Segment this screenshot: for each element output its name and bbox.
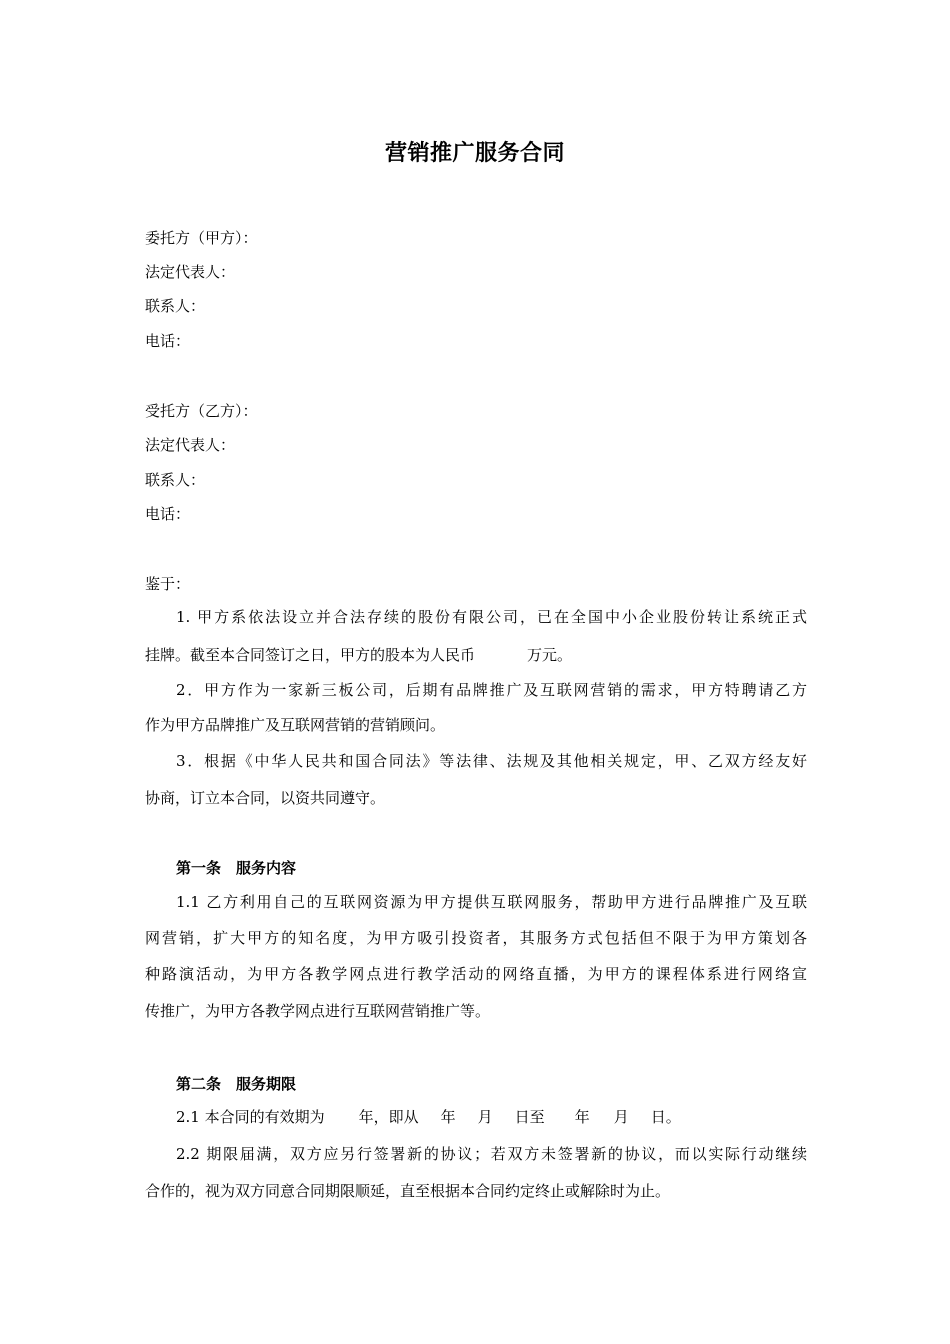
whereas-item-1-text-a: 挂牌。截至本合同签订之日，甲方的股本为人民币 — [145, 646, 476, 664]
whereas-item-1-line-2 — [145, 645, 807, 665]
term-text-h: 日。 — [650, 1108, 681, 1126]
party-b-name-label: 受托方（乙方）： — [145, 402, 258, 420]
whereas-item-3-line-1: 3．根据《中华人民共和国合同法》等法律、法规及其他相关规定，甲、乙双方经友好 — [176, 752, 807, 770]
whereas-item-3-line-2: 协商，订立本合同，以资共同遵守。 — [145, 789, 386, 807]
article-1-para-line-4: 传推广，为甲方各教学网点进行互联网营销推广等。 — [145, 1002, 491, 1020]
whereas-item-1-text-b: 万元。 — [527, 646, 573, 664]
party-b-contact-label: 联系人： — [145, 471, 206, 489]
article-1-para-line-1: 1.1 乙方利用自己的互联网资源为甲方提供互联网服务，帮助甲方进行品牌推广及互联 — [176, 893, 807, 911]
article-2-heading: 第二条 服务期限 — [176, 1075, 297, 1093]
article-2-para-2-line-1: 2.2 期限届满，双方应另行签署新的协议；若双方未签署新的协议，而以实际行动继续 — [176, 1145, 807, 1163]
whereas-heading: 鉴于： — [145, 575, 191, 593]
party-b-representative-label: 法定代表人： — [145, 436, 236, 454]
article-2-para-2-line-2: 合作的，视为双方同意合同期限顺延，直至根据本合同约定终止或解除时为止。 — [145, 1182, 671, 1200]
term-text-f: 年 — [574, 1108, 590, 1126]
term-text-d: 月 — [477, 1108, 493, 1126]
term-text-g: 月 — [613, 1108, 629, 1126]
whereas-item-1-line-1: 1. 甲方系依法设立并合法存续的股份有限公司，已在全国中小企业股份转让系统正式 — [176, 608, 807, 626]
term-text-e: 日至 — [514, 1108, 545, 1126]
term-text-c: 年 — [440, 1108, 456, 1126]
party-a-representative-label: 法定代表人： — [145, 263, 236, 281]
term-text-a: 2.1 本合同的有效期为 — [176, 1108, 325, 1126]
article-1-para-line-2: 网营销，扩大甲方的知名度，为甲方吸引投资者，其服务方式包括但不限于为甲方策划各 — [145, 929, 807, 947]
document-title: 营销推广服务合同 — [384, 141, 565, 166]
party-a-phone-label: 电话： — [145, 332, 191, 350]
whereas-item-2-line-1: 2．甲方作为一家新三板公司，后期有品牌推广及互联网营销的需求，甲方特聘请乙方 — [176, 681, 807, 699]
article-1-heading: 第一条 服务内容 — [176, 859, 297, 877]
article-2-para-1 — [176, 1107, 807, 1127]
article-1-para-line-3: 种路演活动，为甲方各教学网点进行教学活动的网络直播，为甲方的课程体系进行网络宣 — [145, 965, 807, 983]
party-a-contact-label: 联系人： — [145, 297, 206, 315]
term-text-b: 年，即从 — [358, 1108, 419, 1126]
party-a-name-label: 委托方（甲方）： — [145, 229, 258, 247]
party-b-phone-label: 电话： — [145, 505, 191, 523]
whereas-item-2-line-2: 作为甲方品牌推广及互联网营销的营销顾问。 — [145, 716, 446, 734]
